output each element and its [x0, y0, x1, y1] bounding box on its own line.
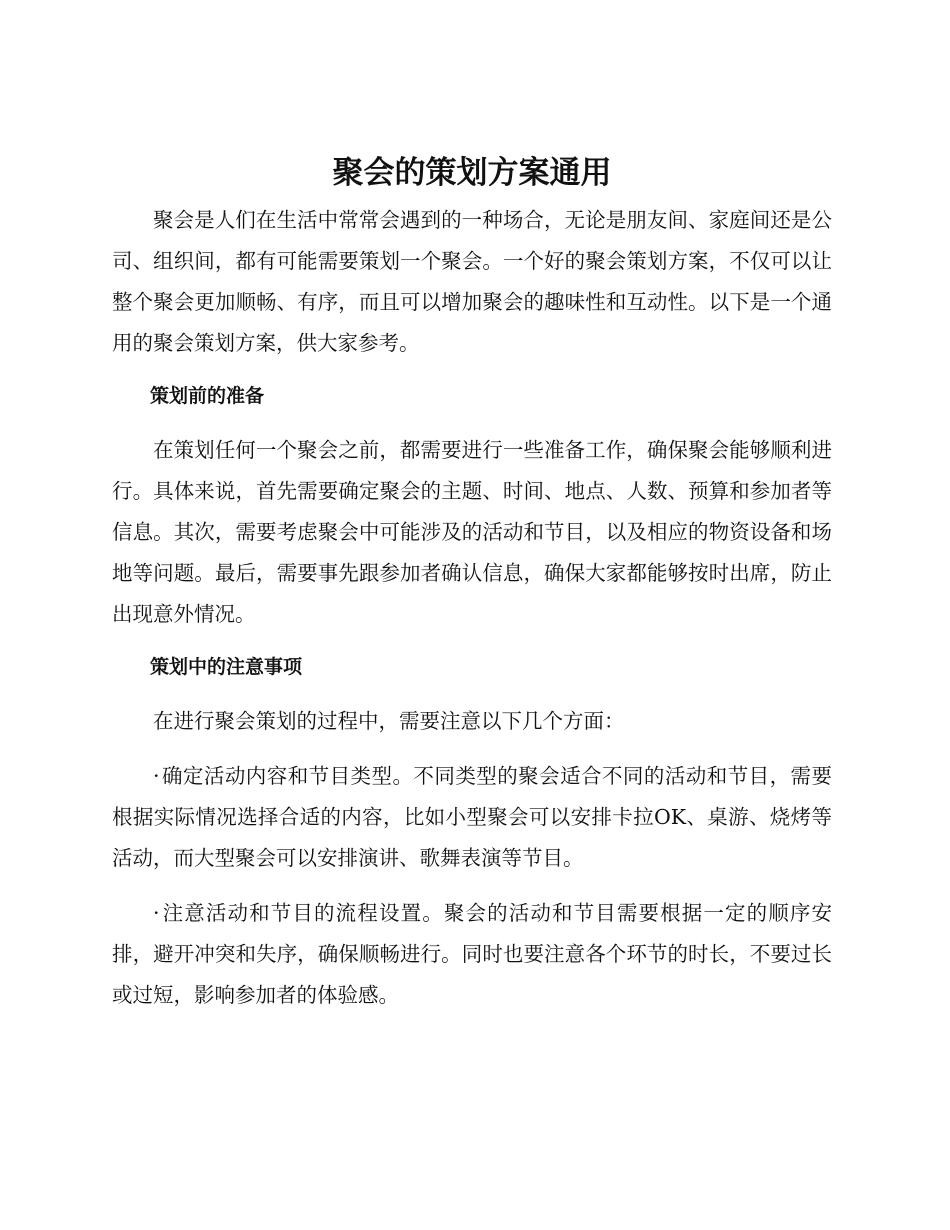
bullet-item-flow-setting	[112, 893, 832, 1016]
bullet-mark: ·	[153, 901, 160, 925]
section-heading-notes: 策划中的注意事项	[150, 656, 303, 678]
intro-paragraph: 聚会是人们在生活中常常会遇到的一种场合，无论是朋友间、家庭间还是公司、组织间，都有可能需要策划一个聚会。一个好的聚会策划方案，不仅可以让整个聚会更加顺畅、有序，而且可以增加聚会的趣味性和互动性。以下是一个通用的聚会策划方案，供大家参考。	[112, 208, 832, 355]
document-title: 聚会的策划方案通用	[332, 155, 612, 191]
bullet-item-activity-content	[112, 756, 832, 879]
notes-intro-paragraph: 在进行聚会策划的过程中，需要注意以下几个方面：	[153, 709, 625, 733]
bullet-text: 确定活动内容和节目类型。不同类型的聚会适合不同的活动和节目，需要根据实际情况选择合适的内容，比如小型聚会可以安排卡拉OK、桌游、烧烤等活动，而大型聚会可以安排演讲、歌舞表演等节目。	[112, 764, 832, 870]
document-page	[112, 150, 832, 1030]
bullet-mark: ·	[153, 764, 160, 788]
bullet-text: 注意活动和节目的流程设置。聚会的活动和节目需要根据一定的顺序安排，避开冲突和失序，确保顺畅进行。同时也要注意各个环节的时长，不要过长或过短，影响参加者的体验感。	[112, 901, 832, 1007]
section-heading-preparation: 策划前的准备	[150, 385, 265, 407]
preparation-paragraph: 在策划任何一个聚会之前，都需要进行一些准备工作，确保聚会能够顺利进行。具体来说，首先需要确定聚会的主题、时间、地点、人数、预算和参加者等信息。其次，需要考虑聚会中可能涉及的活动和节目，以及相应的物资设备和场地等问题。最后，需要事先跟参加者确认信息，确保大家都能够按时出席，防止出现意外情况。	[112, 438, 832, 626]
